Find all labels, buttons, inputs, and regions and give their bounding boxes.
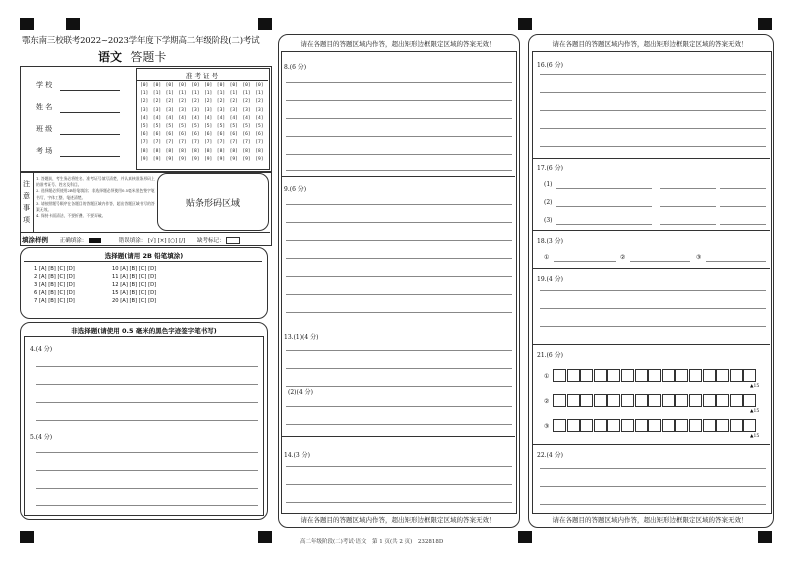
- digit-bubble[interactable]: [2]: [178, 99, 187, 105]
- grid-cell[interactable]: [567, 369, 580, 382]
- answer-line[interactable]: [706, 261, 766, 262]
- q21-item-3: ③: [544, 423, 550, 430]
- digit-bubble[interactable]: [5]: [242, 124, 251, 129]
- q18-item-2: ②: [620, 254, 626, 261]
- answer-line[interactable]: [540, 504, 766, 505]
- digit-bubble[interactable]: [6]: [242, 132, 251, 138]
- digit-bubble[interactable]: [4]: [255, 115, 264, 121]
- digit-bubble[interactable]: [5]: [216, 124, 226, 129]
- absent-box[interactable]: [226, 237, 240, 244]
- answer-line[interactable]: [286, 276, 512, 277]
- grid-cell[interactable]: [716, 419, 729, 432]
- digit-bubble[interactable]: [9]: [242, 156, 251, 162]
- grid-cell[interactable]: [743, 419, 756, 432]
- question-16-label: 16.(6 分): [537, 62, 563, 69]
- notice-divider: [33, 172, 34, 232]
- digit-bubble[interactable]: [6]: [229, 132, 238, 138]
- digit-bubble[interactable]: [1]: [165, 91, 174, 97]
- answer-box-middle: [281, 51, 517, 514]
- grid-cell[interactable]: [580, 419, 593, 432]
- answer-line[interactable]: [660, 188, 716, 189]
- grid-cell[interactable]: [675, 369, 688, 382]
- notice-line: 1. 答题前，考生务必将姓名、准考证号填写清楚，并认真核准条形码上的准考证号、姓名及科目。: [36, 176, 155, 188]
- timing-mark: [518, 531, 532, 543]
- exam-title: 鄂东南三校联考2022~2023学年度下学期高二年级阶段(二)考试: [22, 36, 260, 46]
- digit-bubble[interactable]: [5]: [140, 124, 149, 129]
- grid-cell[interactable]: [580, 394, 593, 407]
- grid-cell[interactable]: [689, 419, 702, 432]
- grid-cell[interactable]: [621, 419, 634, 432]
- answer-line[interactable]: [36, 505, 258, 506]
- grid-cell[interactable]: [703, 394, 716, 407]
- choice-row[interactable]: 7 [A] [B] [C] [D]: [34, 298, 75, 304]
- answer-line[interactable]: [286, 136, 512, 137]
- answer-line[interactable]: [286, 240, 512, 241]
- grid-cell[interactable]: [607, 419, 620, 432]
- grid-cell[interactable]: [635, 369, 648, 382]
- digit-bubble[interactable]: [4]: [229, 115, 238, 121]
- barcode-label: 贴条形码区域: [185, 198, 240, 209]
- q21-item-2: ②: [544, 398, 550, 405]
- answer-line[interactable]: [286, 222, 512, 223]
- admission-label: 准 考 证 号: [185, 72, 219, 80]
- choice-row[interactable]: 20 [A] [B] [C] [D]: [112, 298, 157, 304]
- digit-bubble[interactable]: [6]: [204, 132, 213, 138]
- choice-row[interactable]: 12 [A] [B] [C] [D]: [112, 282, 157, 288]
- digit-bubble[interactable]: [1]: [242, 91, 251, 97]
- digit-bubble[interactable]: [3]: [165, 107, 174, 113]
- grid-cell[interactable]: [594, 369, 607, 382]
- digit-bubble[interactable]: [3]: [242, 107, 251, 113]
- section-divider: [281, 436, 515, 437]
- grid-cell[interactable]: [607, 394, 620, 407]
- answer-line[interactable]: [554, 261, 616, 262]
- name-label: 姓 名: [36, 103, 53, 111]
- digit-bubble[interactable]: [3]: [255, 107, 264, 113]
- digit-bubble[interactable]: [4]: [191, 115, 200, 121]
- answer-line[interactable]: [286, 258, 512, 259]
- answer-line[interactable]: [286, 386, 512, 387]
- q21-count-1: ▲15: [750, 384, 760, 389]
- timing-mark: [20, 18, 34, 30]
- answer-line[interactable]: [36, 384, 258, 385]
- question-8-label: 8.(6 分): [284, 64, 307, 71]
- grid-cell[interactable]: [689, 394, 702, 407]
- digit-bubble[interactable]: [8]: [152, 148, 162, 154]
- subject: 语文: [98, 50, 123, 64]
- digit-bubble[interactable]: [8]: [178, 148, 187, 154]
- choice-row[interactable]: 15 [A] [B] [C] [D]: [112, 290, 157, 296]
- warning-bottom-right: 请在各题目的答题区域内作答，超出矩形边框限定区域的答案无效！: [552, 516, 748, 524]
- answer-line[interactable]: [36, 366, 258, 367]
- grid-cell[interactable]: [635, 394, 648, 407]
- digit-bubble[interactable]: [9]: [255, 156, 264, 162]
- answer-line[interactable]: [540, 326, 766, 327]
- school-field[interactable]: [60, 90, 120, 91]
- q17-item-1: (1): [544, 181, 553, 188]
- absent-label: 缺考标记：: [196, 238, 225, 244]
- digit-bubble[interactable]: [2]: [191, 99, 200, 105]
- answer-line[interactable]: [286, 368, 512, 369]
- section-divider: [532, 158, 770, 159]
- digit-bubble[interactable]: [8]: [204, 148, 213, 154]
- grid-cell[interactable]: [621, 369, 634, 382]
- filled-box: [89, 238, 101, 243]
- choice-row[interactable]: 6 [A] [B] [C] [D]: [34, 290, 75, 296]
- timing-mark: [518, 18, 532, 30]
- question-18-label: 18.(3 分): [537, 238, 563, 245]
- digit-bubble[interactable]: [1]: [204, 91, 213, 97]
- grid-cell[interactable]: [675, 419, 688, 432]
- digit-bubble[interactable]: [0]: [204, 83, 213, 88]
- notice-label: 注意事项: [23, 180, 30, 224]
- answer-line[interactable]: [660, 224, 716, 225]
- digit-bubble[interactable]: [4]: [178, 115, 187, 121]
- answer-line[interactable]: [286, 82, 512, 83]
- digit-bubble[interactable]: [8]: [191, 148, 200, 154]
- answer-line[interactable]: [540, 74, 766, 75]
- answer-line[interactable]: [36, 470, 258, 471]
- digit-bubble[interactable]: [9]: [191, 156, 200, 162]
- digit-bubble[interactable]: [3]: [178, 107, 187, 113]
- grid-cell[interactable]: [716, 394, 729, 407]
- grid-cell[interactable]: [703, 419, 716, 432]
- digit-bubble[interactable]: [9]: [140, 156, 149, 162]
- answer-line[interactable]: [36, 420, 258, 421]
- digit-bubble[interactable]: [8]: [140, 148, 149, 154]
- room-field[interactable]: [60, 156, 120, 157]
- answer-line[interactable]: [540, 92, 766, 93]
- class-label: 班 级: [36, 125, 53, 133]
- warning-bottom-middle: 请在各题目的答题区域内作答，超出矩形边框限定区域的答案无效！: [300, 516, 496, 524]
- choice-title: 选择题(请用 2B 铅笔填涂): [104, 252, 184, 260]
- digit-bubble[interactable]: [6]: [255, 132, 264, 138]
- grid-cell[interactable]: [648, 369, 661, 382]
- choice-row[interactable]: 10 [A] [B] [C] [D]: [112, 266, 157, 272]
- question-17-label: 17.(6 分): [537, 165, 563, 172]
- digit-bubble[interactable]: [2]: [165, 99, 174, 105]
- fill-example-row: [22, 235, 240, 244]
- digit-bubble[interactable]: [6]: [140, 132, 149, 138]
- digit-bubble[interactable]: [4]: [165, 115, 174, 121]
- wrong-mark: [○]: [168, 238, 178, 244]
- choice-row[interactable]: 1 [A] [B] [C] [D]: [34, 266, 75, 272]
- digit-bubble[interactable]: [4]: [140, 115, 149, 121]
- section-divider: [532, 444, 770, 445]
- digit-bubble[interactable]: [1]: [178, 91, 187, 97]
- q21-count-3: ▲15: [750, 434, 760, 439]
- answer-line[interactable]: [286, 170, 512, 171]
- choice-row[interactable]: 11 [A] [B] [C] [D]: [112, 274, 157, 280]
- fill-correct-label: 正确填涂：: [59, 238, 88, 244]
- digit-bubble[interactable]: [5]: [178, 124, 187, 129]
- grid-cell[interactable]: [648, 394, 661, 407]
- digit-bubble[interactable]: [3]: [229, 107, 238, 113]
- grid-cell[interactable]: [621, 394, 634, 407]
- question-9-label: 9.(6 分): [284, 186, 307, 193]
- digit-bubble[interactable]: [4]: [242, 115, 251, 121]
- answer-line[interactable]: [286, 294, 512, 295]
- grid-cell[interactable]: [716, 369, 729, 382]
- digit-bubble[interactable]: [3]: [191, 107, 200, 113]
- answer-line[interactable]: [286, 118, 512, 119]
- section-divider: [281, 176, 515, 177]
- choice-row[interactable]: 2 [A] [B] [C] [D]: [34, 274, 75, 280]
- answer-line[interactable]: [286, 204, 512, 205]
- question-19-label: 19.(4 分): [537, 276, 563, 283]
- timing-mark: [258, 531, 272, 543]
- digit-bubble[interactable]: [0]: [165, 83, 174, 88]
- warning-top-middle: 请在各题目的答题区域内作答，超出矩形边框限定区域的答案无效！: [300, 40, 496, 48]
- grid-cell[interactable]: [594, 419, 607, 432]
- answer-line[interactable]: [556, 224, 652, 225]
- answer-box-left: [24, 336, 264, 516]
- answer-line[interactable]: [540, 110, 766, 111]
- page-footer: 高二年级阶段(二)考试·语文 第 1 页(共 2 页) 232818D: [300, 539, 444, 545]
- digit-bubble[interactable]: [0]: [255, 83, 264, 88]
- answer-line[interactable]: [286, 154, 512, 155]
- grid-cell[interactable]: [675, 394, 688, 407]
- answer-line[interactable]: [36, 488, 258, 489]
- answer-line[interactable]: [556, 188, 652, 189]
- answer-line[interactable]: [540, 128, 766, 129]
- digit-bubble[interactable]: [0]: [191, 83, 200, 88]
- digit-bubble[interactable]: [7]: [191, 140, 200, 146]
- answer-line[interactable]: [540, 146, 766, 147]
- grid-cell[interactable]: [567, 394, 580, 407]
- grid-cell[interactable]: [703, 369, 716, 382]
- school-label: 学 校: [36, 81, 53, 89]
- digit-bubble[interactable]: [0]: [216, 83, 226, 88]
- q18-item-3: ③: [696, 254, 702, 261]
- admission-divider: [136, 80, 268, 81]
- q21-count-2: ▲15: [750, 409, 760, 414]
- digit-bubble[interactable]: [9]: [165, 156, 174, 162]
- subject-title: [98, 48, 166, 65]
- fill-divider: [20, 232, 270, 233]
- digit-bubble[interactable]: [1]: [255, 91, 264, 97]
- answer-line[interactable]: [286, 406, 512, 407]
- answer-line[interactable]: [540, 468, 766, 469]
- room-label: 考 场: [36, 147, 53, 155]
- name-field[interactable]: [60, 112, 120, 113]
- digit-bubble[interactable]: [7]: [216, 140, 226, 146]
- question-14-label: 14.(3 分): [284, 452, 310, 459]
- digit-bubble[interactable]: [8]: [229, 148, 238, 154]
- digit-bubble[interactable]: [5]: [191, 124, 200, 129]
- answer-line[interactable]: [286, 312, 512, 313]
- digit-bubble[interactable]: [5]: [165, 124, 174, 129]
- digit-bubble[interactable]: [6]: [165, 132, 174, 138]
- timing-mark: [66, 18, 80, 30]
- digit-bubble[interactable]: [5]: [255, 124, 264, 129]
- digit-bubble[interactable]: [2]: [216, 99, 226, 105]
- answer-line[interactable]: [286, 100, 512, 101]
- digit-bubble[interactable]: [1]: [229, 91, 238, 97]
- digit-bubble[interactable]: [7]: [255, 140, 264, 146]
- grid-cell[interactable]: [553, 419, 566, 432]
- digit-bubble[interactable]: [9]: [178, 156, 187, 162]
- grid-cell[interactable]: [730, 369, 743, 382]
- non-choice-title: 非选择题(请使用 0.5 毫米的黑色字迹签字笔书写): [71, 327, 217, 335]
- digit-bubble[interactable]: [9]: [204, 156, 213, 162]
- question-21-label: 21.(6 分): [537, 352, 563, 359]
- notice-text: [36, 176, 156, 219]
- wrong-mark: [√]: [148, 238, 156, 244]
- grid-cell[interactable]: [567, 419, 580, 432]
- answer-line[interactable]: [630, 261, 690, 262]
- digit-bubble[interactable]: [3]: [216, 107, 226, 113]
- answer-line[interactable]: [720, 188, 766, 189]
- digit-bubble[interactable]: [8]: [255, 148, 264, 154]
- digit-bubble[interactable]: [2]: [229, 99, 238, 105]
- answer-line[interactable]: [286, 484, 512, 485]
- digit-bubble[interactable]: [7]: [242, 140, 251, 146]
- digit-bubble[interactable]: [1]: [216, 91, 226, 97]
- digit-bubble[interactable]: [7]: [178, 140, 187, 146]
- answer-line[interactable]: [540, 486, 766, 487]
- digit-bubble[interactable]: [4]: [204, 115, 213, 121]
- grid-cell[interactable]: [553, 369, 566, 382]
- answer-line[interactable]: [36, 452, 258, 453]
- timing-mark: [20, 531, 34, 543]
- answer-line[interactable]: [286, 466, 512, 467]
- question-4-label: 4.(4 分): [30, 346, 53, 353]
- section-divider: [532, 230, 770, 231]
- answer-line[interactable]: [660, 206, 716, 207]
- timing-mark: [258, 18, 272, 30]
- warning-top-right: 请在各题目的答题区域内作答，超出矩形边框限定区域的答案无效！: [552, 40, 748, 48]
- digit-bubble[interactable]: [2]: [242, 99, 251, 105]
- grid-cell[interactable]: [662, 419, 675, 432]
- digit-bubble[interactable]: [7]: [229, 140, 238, 146]
- notice-line: 3. 请按照题号顺序在各题目的答题区域内作答，超出答题区域书写的答案无效。: [36, 200, 155, 213]
- digit-bubble[interactable]: [8]: [165, 148, 174, 154]
- q17-item-2: (2): [544, 199, 553, 206]
- digit-bubble[interactable]: [6]: [216, 132, 226, 138]
- choice-row[interactable]: 3 [A] [B] [C] [D]: [34, 282, 75, 288]
- notice-line: 2. 选择题必须使用2B铅笔填涂；非选择题必须使用0.5毫米黑色签字笔书写，字体工整、笔迹清楚。: [36, 188, 155, 200]
- fill-wrong-label: 错误填涂：: [118, 238, 147, 244]
- digit-bubble[interactable]: [9]: [229, 156, 238, 162]
- digit-bubble[interactable]: [5]: [204, 124, 213, 129]
- digit-bubble[interactable]: [8]: [216, 148, 226, 154]
- answer-line[interactable]: [36, 402, 258, 403]
- digit-bubble[interactable]: [7]: [152, 140, 162, 146]
- digit-bubble[interactable]: [2]: [152, 99, 162, 105]
- wrong-mark: [×]: [157, 238, 167, 244]
- digit-bubble[interactable]: [9]: [216, 156, 226, 162]
- digit-bubble[interactable]: [5]: [152, 124, 162, 129]
- answer-line[interactable]: [720, 206, 766, 207]
- digit-bubble[interactable]: [2]: [255, 99, 264, 105]
- digit-bubble[interactable]: [7]: [204, 140, 213, 146]
- digit-bubble[interactable]: [0]: [242, 83, 251, 88]
- digit-bubble[interactable]: [9]: [152, 156, 162, 162]
- card-name: 答题卡: [130, 50, 167, 64]
- grid-cell[interactable]: [743, 394, 756, 407]
- digit-bubble[interactable]: [6]: [191, 132, 200, 138]
- q17-item-3: (3): [544, 217, 553, 224]
- answer-line[interactable]: [540, 308, 766, 309]
- digit-bubble[interactable]: [0]: [229, 83, 238, 88]
- digit-bubble[interactable]: [2]: [140, 99, 149, 105]
- section-divider: [532, 344, 770, 345]
- grid-cell[interactable]: [648, 419, 661, 432]
- digit-bubble[interactable]: [7]: [140, 140, 149, 146]
- digit-bubble[interactable]: [7]: [165, 140, 174, 146]
- wrong-mark: [/]: [179, 238, 186, 244]
- digit-bubble[interactable]: [3]: [152, 107, 162, 113]
- answer-line[interactable]: [286, 502, 512, 503]
- grid-cell[interactable]: [730, 419, 743, 432]
- answer-line[interactable]: [286, 350, 512, 351]
- question-13-label: 13.(1)(4 分): [284, 334, 319, 341]
- answer-line[interactable]: [556, 206, 652, 207]
- grid-cell[interactable]: [689, 369, 702, 382]
- fill-example-label: 填涂样例: [22, 236, 48, 244]
- digit-bubble[interactable]: [8]: [242, 148, 251, 154]
- grid-cell[interactable]: [635, 419, 648, 432]
- digit-bubble[interactable]: [6]: [178, 132, 187, 138]
- grid-cell[interactable]: [730, 394, 743, 407]
- digit-bubble[interactable]: [1]: [191, 91, 200, 97]
- q18-item-1: ①: [544, 254, 550, 261]
- grid-cell[interactable]: [607, 369, 620, 382]
- grid-cell[interactable]: [662, 369, 675, 382]
- digit-bubble[interactable]: [0]: [178, 83, 187, 88]
- digit-bubble[interactable]: [4]: [152, 115, 162, 121]
- grid-cell[interactable]: [743, 369, 756, 382]
- barcode-area: [157, 173, 269, 231]
- digit-bubble[interactable]: [3]: [140, 107, 149, 113]
- grid-cell[interactable]: [553, 394, 566, 407]
- question-13b-label: (2)(4 分): [288, 389, 313, 396]
- digit-bubble[interactable]: [3]: [204, 107, 213, 113]
- grid-cell[interactable]: [594, 394, 607, 407]
- grid-cell[interactable]: [580, 369, 593, 382]
- digit-bubble[interactable]: [1]: [152, 91, 162, 97]
- answer-line[interactable]: [286, 424, 512, 425]
- choice-divider: [24, 261, 262, 262]
- digit-bubble[interactable]: [1]: [140, 91, 149, 97]
- timing-mark: [758, 18, 772, 30]
- class-field[interactable]: [60, 134, 120, 135]
- question-5-label: 5.(4 分): [30, 434, 53, 441]
- answer-line[interactable]: [540, 290, 766, 291]
- question-22-label: 22.(4 分): [537, 452, 563, 459]
- timing-mark: [758, 531, 772, 543]
- digit-bubble[interactable]: [2]: [204, 99, 213, 105]
- digit-bubble[interactable]: [6]: [152, 132, 162, 138]
- digit-bubble[interactable]: [4]: [216, 115, 226, 121]
- section-divider: [532, 268, 770, 269]
- digit-bubble[interactable]: [5]: [229, 124, 238, 129]
- digit-bubble[interactable]: [0]: [152, 83, 162, 88]
- q21-item-1: ①: [544, 373, 550, 380]
- answer-line[interactable]: [720, 224, 766, 225]
- notice-line: 4. 保持卡面清洁，不要折叠、不要弄破。: [36, 213, 106, 219]
- digit-bubble[interactable]: [0]: [140, 83, 149, 88]
- grid-cell[interactable]: [662, 394, 675, 407]
